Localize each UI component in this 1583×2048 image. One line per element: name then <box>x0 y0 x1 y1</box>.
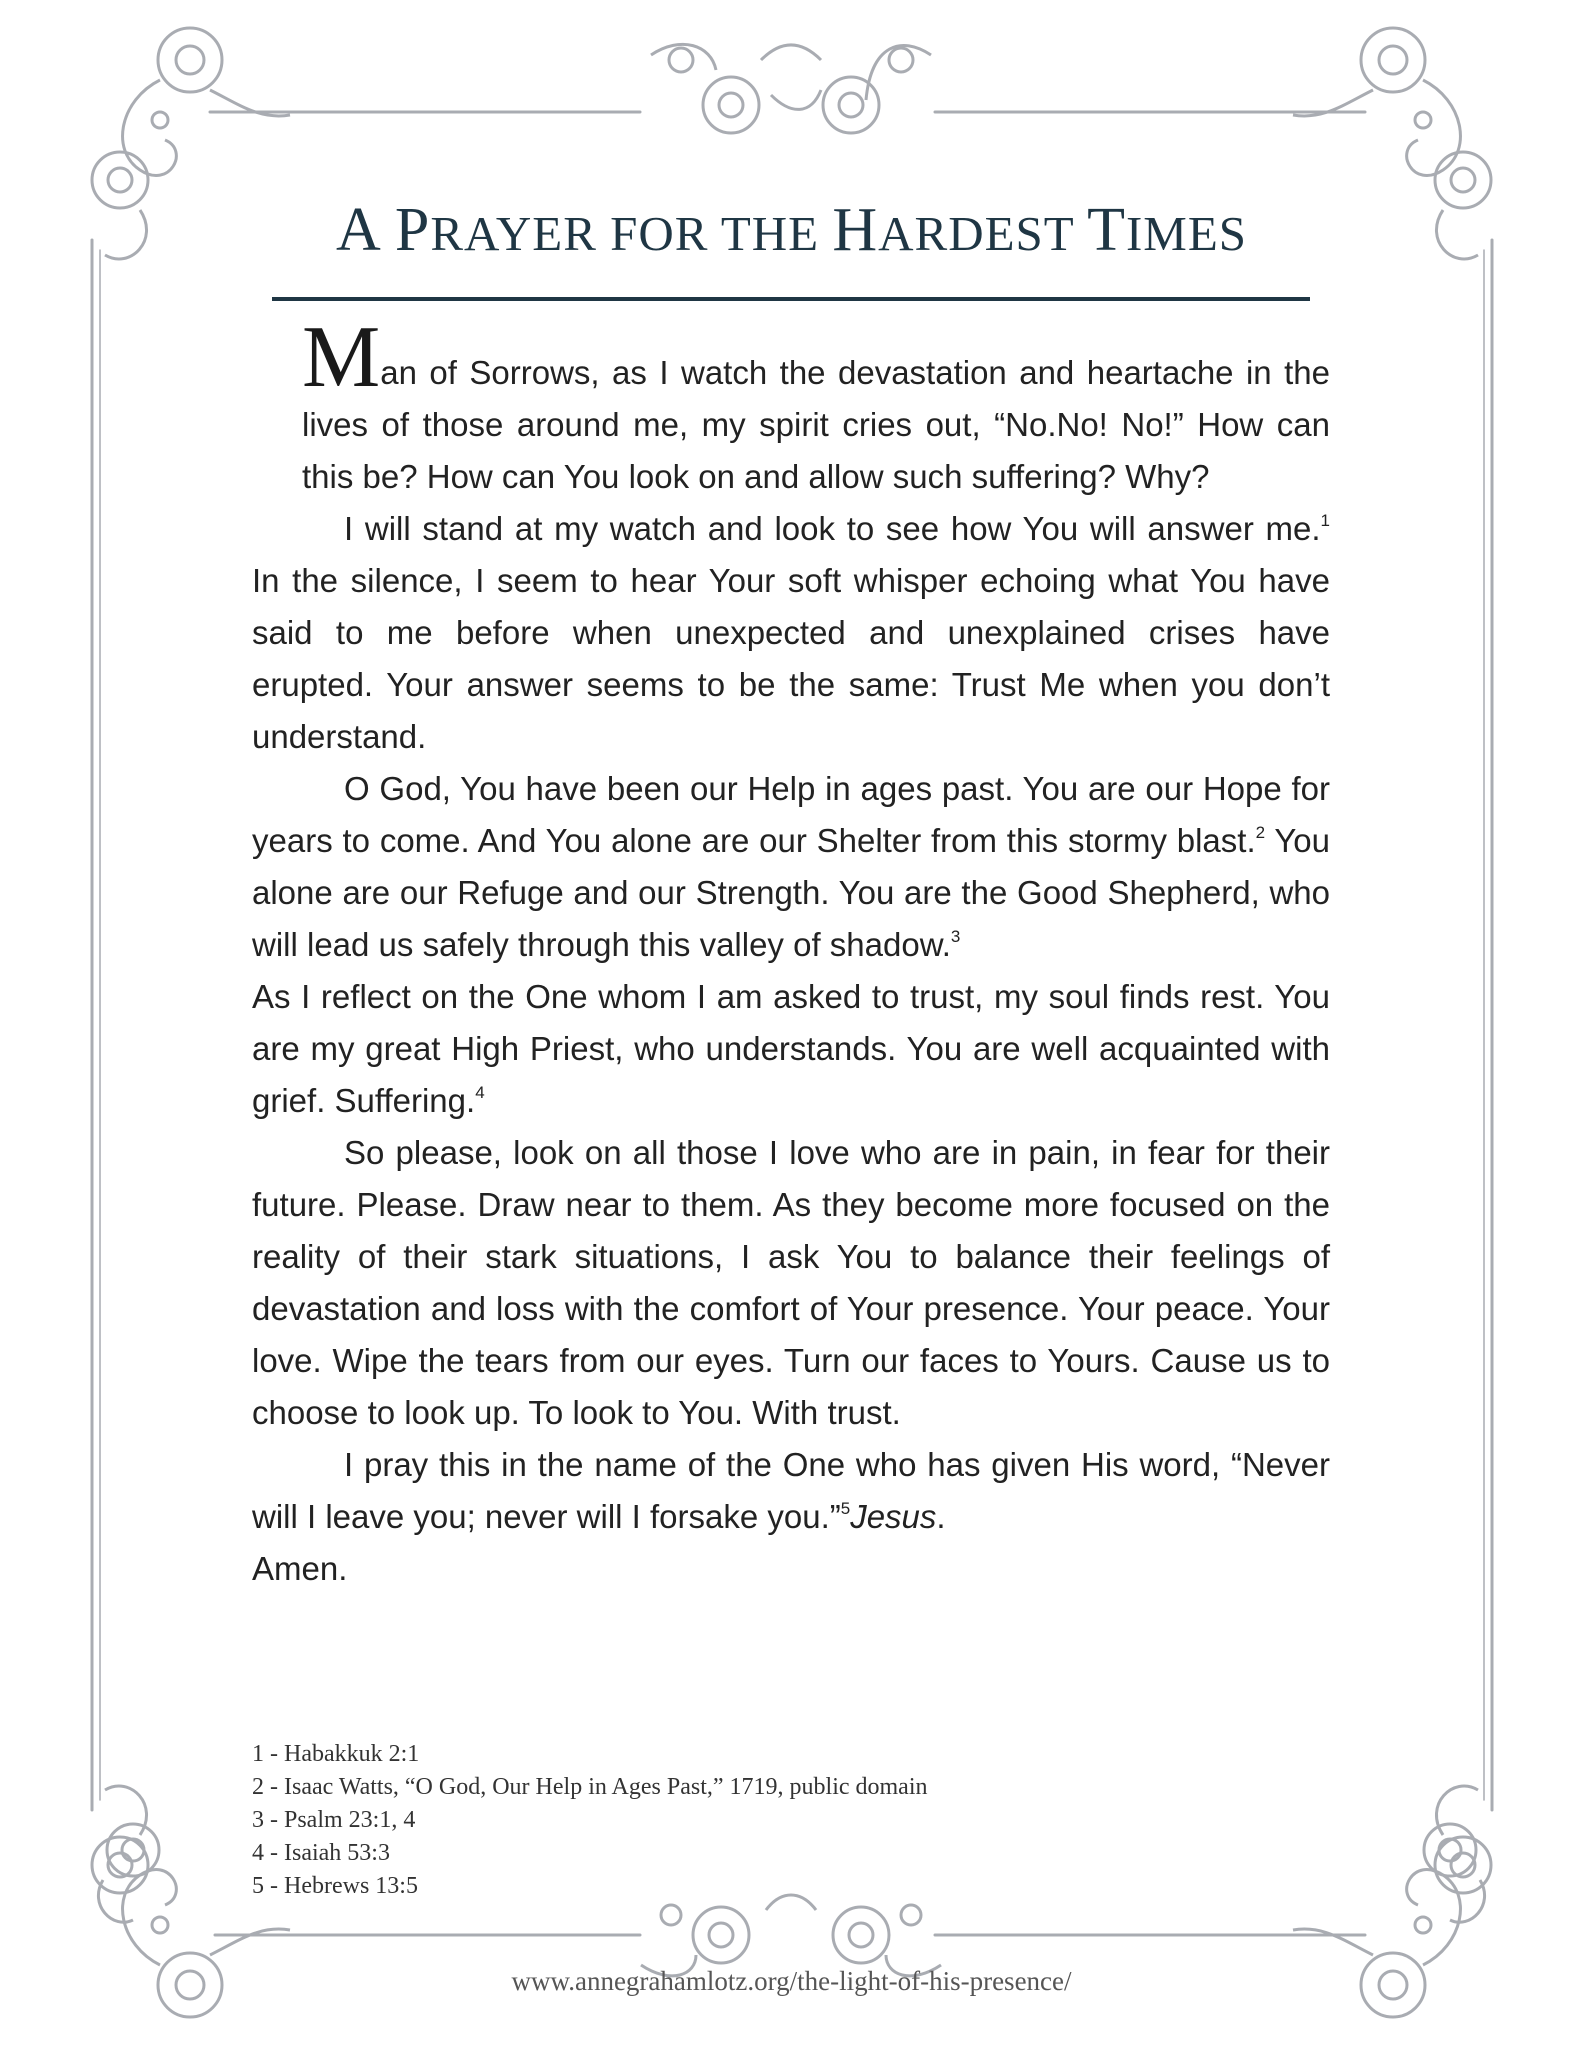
paragraph-2-text-a: I will stand at my watch and look to see how You will answer me. <box>344 510 1321 547</box>
footnote-ref-2: 2 <box>1255 823 1266 842</box>
drop-cap: M <box>302 309 381 406</box>
footnote-1: 1 - Habakkuk 2:1 <box>252 1741 420 1767</box>
footnote-2: 2 - Isaac Watts, “O God, Our Help in Ages Past,” 1719, public domain <box>252 1774 928 1800</box>
footer-url[interactable]: www.annegrahamlotz.org/the-light-of-his-presence/ <box>511 1966 1072 1996</box>
paragraph-6-end: . <box>936 1498 946 1535</box>
amen: Amen. <box>252 1550 348 1587</box>
title-smallcaps-2: ARDEST <box>878 206 1088 261</box>
jesus-signature: Jesus <box>850 1498 937 1535</box>
paragraph-2-text-b: In the silence, I seem to hear Your soft whisper echoing what You have said to me before when unexpected and unexplained crises have erupted. Your answer seems to be the same: Trust Me when you don’t understand. <box>252 562 1330 755</box>
footnote-ref-1: 1 <box>1320 511 1330 530</box>
ornament-bottom-center <box>641 1895 941 1976</box>
paragraph-4-text: As I reflect on the One whom I am asked to trust, my soul finds rest. You are my great High Priest, who understands. You are well acquainted with grief. Suffering. <box>252 978 1330 1119</box>
paragraph-2 <box>252 503 1330 763</box>
footnote-3: 3 - Psalm 23:1, 4 <box>252 1807 416 1833</box>
footnotes <box>252 1738 928 1903</box>
prayer-body <box>252 309 1331 1595</box>
title-cap-t: T <box>1087 196 1126 264</box>
title-cap-a: A <box>335 196 379 264</box>
paragraph-4 <box>252 971 1330 1127</box>
paragraph-3 <box>252 763 1330 971</box>
title-cap-p: P <box>378 196 431 264</box>
paragraph-6-text: I pray this in the name of the One who has given His word, “Never will I leave you; never will I forsake you.” <box>252 1446 1330 1535</box>
title-cap-h: H <box>832 196 879 264</box>
paragraph-1-text: an of Sorrows, as I watch the devastation and heartache in the lives of those around me, my spirit cries out, “No.No! No!” How can this be? How can You look on and allow such suffering? Why? <box>302 354 1330 495</box>
footnote-ref-4: 4 <box>475 1083 485 1102</box>
paragraph-1 <box>252 309 1330 503</box>
paragraph-6 <box>252 1439 1330 1543</box>
footnote-ref-3: 3 <box>950 927 961 946</box>
footnote-4: 4 - Isaiah 53:3 <box>252 1840 390 1866</box>
paragraph-3-text-b: You alone are our Refuge and our Strength. You are the Good Shepherd, who will lead us safely through this valley of shadow. <box>252 822 1331 963</box>
paragraph-3-text-a: O God, You have been our Help in ages past. You are our Hope for years to come. And You alone are our Shelter from this stormy blast. <box>252 770 1330 859</box>
paragraph-5: So please, look on all those I love who are in pain, in fear for their future. Please. Draw near to them. As they become more focused on the reality of their stark situations, I ask You to balance their feelings of devastation and loss with the comfort of Your presence. Your peace. Your love. Wipe the tears from our eyes. Turn our faces to Yours. Cause us to choose to look up. To look to You. With trust. <box>252 1134 1330 1431</box>
footnote-5: 5 - Hebrews 13:5 <box>252 1873 418 1899</box>
title-smallcaps-3: IMES <box>1125 206 1248 261</box>
footnote-ref-5: 5 <box>840 1499 851 1518</box>
title-underline <box>272 297 1310 301</box>
ornament-top-center <box>651 44 931 133</box>
page-title <box>200 195 1383 269</box>
title-smallcaps-1: RAYER FOR THE <box>430 206 833 261</box>
